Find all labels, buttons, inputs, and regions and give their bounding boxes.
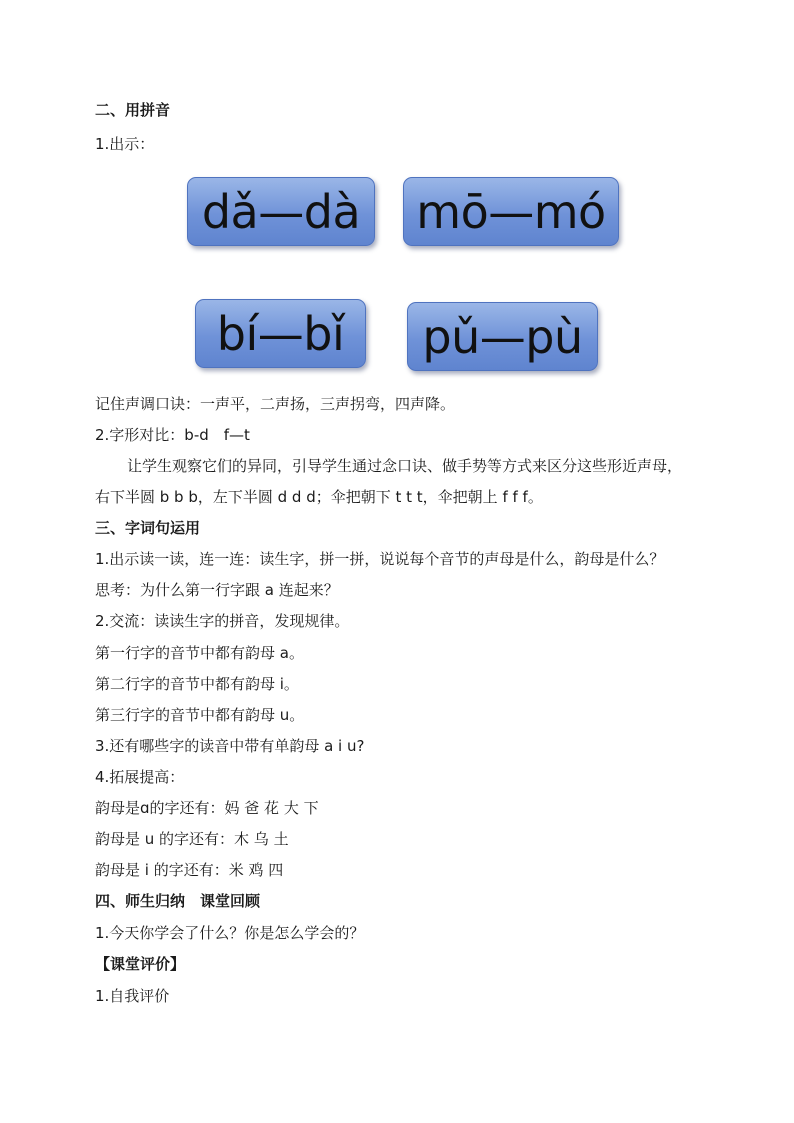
row-1-rule: 第一行字的音节中都有韵母 a。 [95, 644, 304, 662]
pinyin-card-text: dǎ—dà [201, 184, 361, 239]
section-2-item-2: 2.字形对比：b-d f—t [95, 426, 250, 444]
pinyin-card-mo [403, 177, 619, 246]
section-3-item-1: 1.出示读一读，连一连：读生字，拼一拼，说说每个音节的声母是什么，韵母是什么？ [95, 550, 665, 568]
evaluation-item-1: 1.自我评价 [95, 987, 170, 1005]
section-2-title: 二、用拼音 [95, 101, 171, 119]
extension-a: 韵母是ɑ的字还有：妈 爸 花 大 下 [95, 799, 319, 817]
section-3-think: 思考：为什么第一行字跟 a 连起来？ [95, 581, 339, 599]
pinyin-card-text: mō—mó [416, 184, 606, 239]
explanation-paragraph-2: 右下半圆 b b b，左下半圆 d d d；伞把朝下 t t t，伞把朝上 f f f。 [95, 488, 543, 506]
pinyin-card-bi [195, 299, 366, 368]
row-3-rule: 第三行字的音节中都有韵母 u。 [95, 706, 305, 724]
pinyin-card-text: bí—bǐ [216, 306, 345, 361]
evaluation-title: 【课堂评价】 [95, 955, 186, 973]
explanation-paragraph-1: 让学生观察它们的异同，引导学生通过念口诀、做手势等方式来区分这些形近声母， [127, 457, 683, 475]
section-4-item-1: 1.今天你学会了什么？你是怎么学会的？ [95, 924, 365, 942]
tone-rhyme: 记住声调口诀：一声平，二声扬，三声拐弯，四声降。 [95, 395, 456, 413]
pinyin-card-text: pǔ—pù [422, 309, 583, 364]
section-3-item-3: 3.还有哪些字的读音中带有单韵母 a i u? [95, 737, 365, 755]
row-2-rule: 第二行字的音节中都有韵母 i。 [95, 675, 299, 693]
extension-u: 韵母是 u 的字还有：木 乌 土 [95, 830, 289, 848]
extension-i: 韵母是 i 的字还有：米 鸡 四 [95, 861, 284, 879]
section-3-item-2: 2.交流：读读生字的拼音，发现规律。 [95, 612, 350, 630]
section-2-item-1: 1.出示： [95, 135, 155, 153]
section-3-title: 三、字词句运用 [95, 519, 201, 537]
section-4-title: 四、师生归纳 课堂回顾 [95, 892, 261, 910]
pinyin-card-da [187, 177, 375, 246]
pinyin-card-pu [407, 302, 598, 371]
section-3-item-4: 4.拓展提高： [95, 768, 185, 786]
